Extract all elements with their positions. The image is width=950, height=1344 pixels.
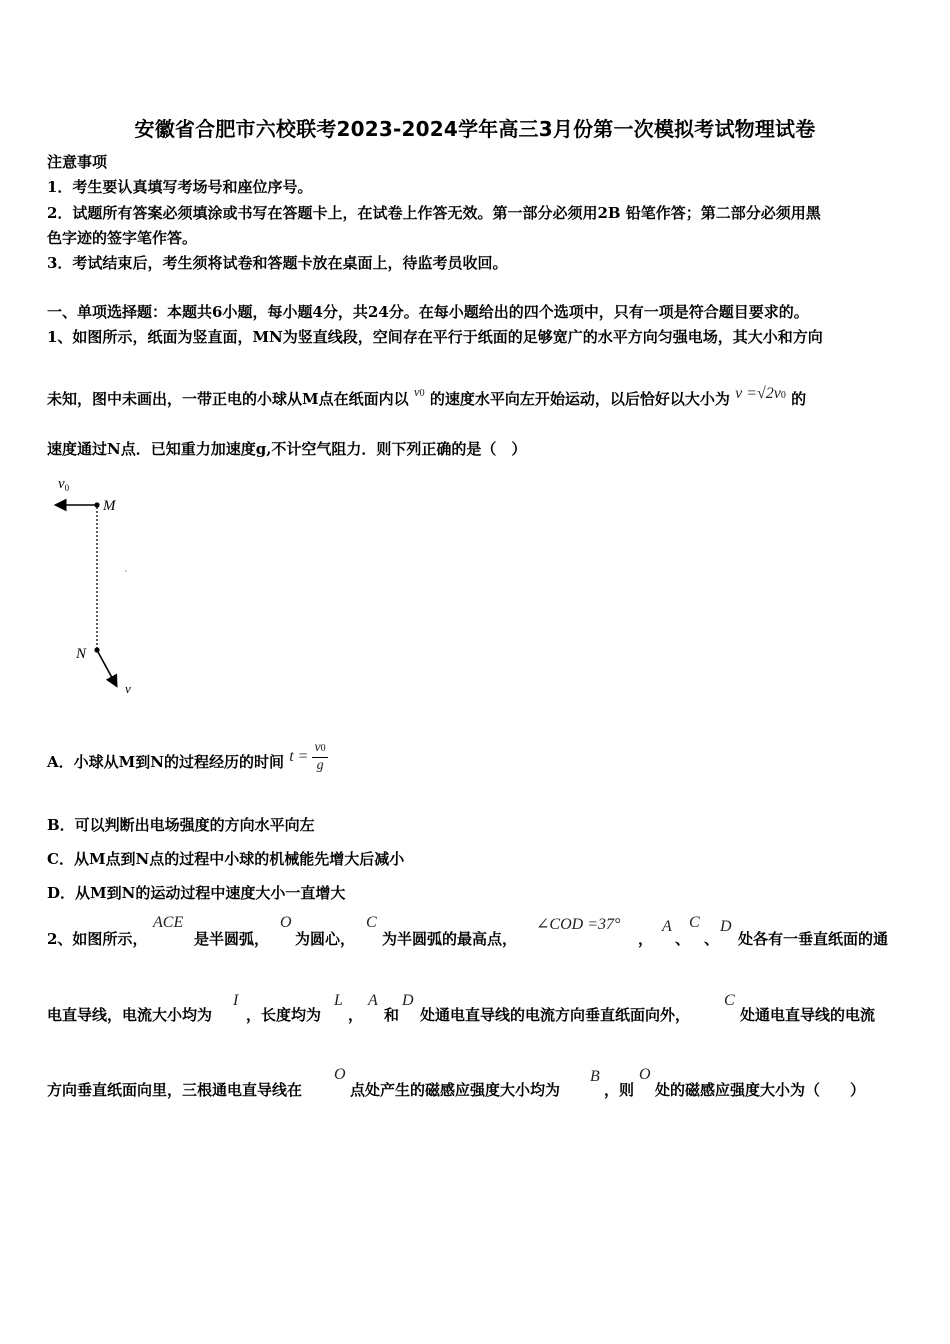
q2-math: D bbox=[402, 992, 414, 1009]
option-a-text: A．小球从M到N的过程经历的时间 bbox=[47, 753, 284, 771]
notice-item: 2．试题所有答案必须填涂或书写在答题卡上，在试卷上作答无效。第一部分必须用2B 铅笔作答；第二部分必须用黑 bbox=[47, 204, 821, 222]
q2-math: C bbox=[366, 914, 377, 931]
q2-text-line: 2、如图所示， bbox=[47, 930, 148, 948]
label-m: M bbox=[103, 498, 116, 514]
q1-text-fragment: 未知，图中未画出，一带正电的小球从M点在纸面内以 bbox=[47, 390, 409, 408]
q2-text-line: 方向垂直纸面向里，三根通电直导线在 bbox=[47, 1081, 303, 1099]
q2-math: C bbox=[689, 914, 700, 931]
q2-text: 处通电直导线的电流方向垂直纸面向外， bbox=[420, 1006, 691, 1024]
v-expression: v =√2v0 bbox=[735, 385, 786, 402]
q1-figure bbox=[45, 470, 155, 700]
q2-text: 、 bbox=[675, 930, 691, 948]
notice-heading: 注意事项 bbox=[47, 153, 108, 171]
q2-text: ，长度均为 bbox=[246, 1006, 322, 1024]
q1-text-line bbox=[47, 384, 807, 412]
q2-text: 和 bbox=[384, 1006, 400, 1024]
q2-math: D bbox=[720, 918, 732, 935]
q2-math: C bbox=[724, 992, 735, 1009]
q2-text: ， bbox=[348, 1006, 364, 1024]
option-a-formula: t = $\frac{v0}{g}$ bbox=[289, 740, 326, 774]
q2-text: 是半圆弧， bbox=[194, 930, 270, 948]
q2-math: O bbox=[280, 914, 292, 931]
notice-item: 色字迹的签字笔作答。 bbox=[47, 229, 198, 247]
section-heading: 一、单项选择题：本题共6小题，每小题4分，共24分。在每小题给出的四个选项中，只有一项是符合题目要求的。 bbox=[47, 303, 809, 321]
q2-math: A bbox=[368, 992, 378, 1009]
q2-math: O bbox=[334, 1066, 346, 1083]
notice-item: 1．考生要认真填写考场号和座位序号。 bbox=[47, 178, 313, 196]
q2-math: A bbox=[662, 918, 672, 935]
q2-text: 为半圆弧的最高点， bbox=[382, 930, 518, 948]
q2-text: 点处产生的磁感应强度大小均为 bbox=[350, 1081, 561, 1099]
q2-text: ， bbox=[638, 930, 654, 948]
q2-math: I bbox=[233, 992, 239, 1009]
q2-math: ∠COD =37° bbox=[536, 916, 621, 933]
v0-symbol: v0 bbox=[413, 384, 425, 399]
point-m bbox=[94, 502, 99, 507]
label-v0: $v_0$ bbox=[58, 476, 70, 493]
q2-text: 处各有一垂直纸面的通 bbox=[738, 930, 889, 948]
q2-math: L bbox=[334, 992, 343, 1009]
label-n: N bbox=[76, 646, 87, 662]
option-c: C．从M点到N点的过程中小球的机械能先增大后减小 bbox=[47, 850, 405, 868]
point-n bbox=[94, 647, 99, 652]
q2-text: ，则 bbox=[604, 1081, 635, 1099]
page-title: 安徽省合肥市六校联考2023-2024学年高三3月份第一次模拟考试物理试卷 bbox=[134, 117, 816, 141]
scan-speck bbox=[125, 570, 127, 572]
q2-math: B bbox=[590, 1068, 600, 1085]
q1-text-line: 速度通过N点．已知重力加速度g,不计空气阻力．则下列正确的是（ ） bbox=[47, 440, 527, 458]
notice-item: 3．考试结束后，考生须将试卷和答题卡放在桌面上，待监考员收回。 bbox=[47, 254, 508, 272]
q1-text-line: 1、如图所示，纸面为竖直面，MN为竖直线段，空间存在平行于纸面的足够宽广的水平方向匀强电场，其大小和方向 bbox=[47, 328, 823, 346]
q2-text-line: 电直导线，电流大小均为 bbox=[47, 1006, 213, 1024]
q2-text: 处的磁感应强度大小为（ ） bbox=[655, 1081, 866, 1099]
q2-text: 处通电直导线的电流 bbox=[740, 1006, 876, 1024]
option-d: D．从M到N的运动过程中速度大小一直增大 bbox=[47, 884, 346, 902]
q1-text-fragment: 的速度水平向左开始运动，以后恰好以大小为 bbox=[429, 390, 730, 408]
label-v: v bbox=[125, 681, 131, 696]
q2-text: 、 bbox=[704, 930, 720, 948]
q1-text-fragment: 的 bbox=[791, 390, 807, 408]
q2-math: O bbox=[639, 1066, 651, 1083]
option-b: B．可以判断出电场强度的方向水平向左 bbox=[47, 816, 315, 834]
q2-math: ACE bbox=[153, 914, 184, 931]
v-arrow bbox=[98, 652, 116, 685]
option-a bbox=[47, 742, 328, 783]
q2-text: 为圆心， bbox=[295, 930, 356, 948]
